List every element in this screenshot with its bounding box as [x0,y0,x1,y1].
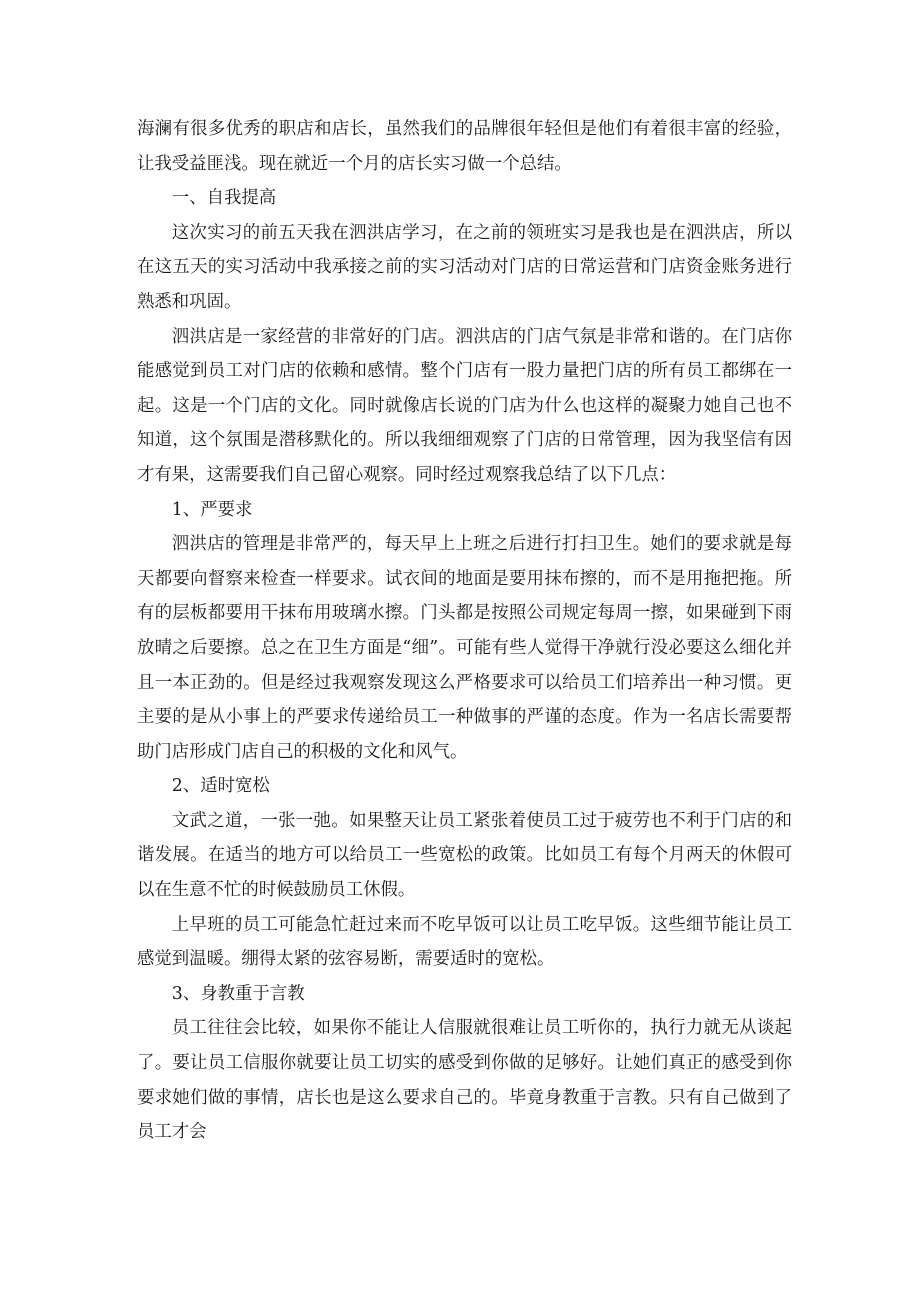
subsection-heading-lead-by-example: 3、身教重于言教 [171,983,305,1004]
paragraph: 这次实习的前五天我在泗洪店学习，在之前的领班实习是我也是在泗洪店，所以在这五天的实习活动中我承接之前的实习活动对门店的日常运营和门店资金账务进行熟悉和巩固。 [137,222,792,312]
paragraph: 上早班的员工可能急忙赶过来而不吃早饭可以让员工吃早饭。这些细节能让员工感觉到温暖。绷得太紧的弦容易断，需要适时的宽松。 [137,914,792,970]
subsection-heading-relaxed: 2、适时宽松 [171,776,270,797]
paragraph: 文武之道，一张一弛。如果整天让员工紧张着使员工过于疲劳也不利于门店的和谐发展。在适当的地方可以给员工一些宽松的政策。比如员工有每个月两天的休假可以在生意不忙的时候鼓励员工休假。 [137,810,792,901]
document-body [137,112,792,1150]
paragraph: 泗洪店是一家经营的非常好的门店。泗洪店的门店气氛是非常和谐的。在门店你能感觉到员工对门店的依赖和感情。整个门店有一股力量把门店的所有员工都绑在一起。这是一个门店的文化。同时就像店长说的门店为什么也这样的凝聚力她自己也不知道，这个氛围是潜移默化的。所以我细细观察了门店的日常管理，因为我坚信有因才有果，这需要我们自己留心观察。同时经过观察我总结了以下几点： [137,326,792,485]
paragraph: 泗洪店的管理是非常严的，每天早上上班之后进行打扫卫生。她们的要求就是每天都要向督察来检查一样要求。试衣间的地面是要用抹布擦的，而不是用拖把拖。所有的层板都要用干抹布用玻璃水擦。门头都是按照公司规定每周一擦，如果碰到下雨放晴之后要擦。总之在卫生方面是“细”。可能有些人觉得干净就行没必要这么细化并且一本正劲的。但是经过我观察发现这么严格要求可以给员工们培养出一种习惯。更主要的是从小事上的严要求传递给员工一种做事的严谨的态度。作为一名店长需要帮助门店形成门店自己的积极的文化和风气。 [137,534,792,762]
paragraph: 员工往往会比较，如果你不能让人信服就很难让员工听你的，执行力就无从谈起了。要让员工信服你就要让员工切实的感受到你做的足够好。让她们真正的感受到你要求她们做的事情，店长也是这么要求自己的。毕竟身教重于言教。只有自己做到了员工才会 [137,1018,792,1143]
subsection-heading-strict: 1、严要求 [171,499,253,520]
paragraph-intro: 海澜有很多优秀的职店和店长，虽然我们的品牌很年轻但是他们有着很丰富的经验，让我受益匪浅。现在就近一个月的店长实习做一个总结。 [137,119,792,174]
section-heading-self-improvement: 一、自我提高 [171,188,277,209]
